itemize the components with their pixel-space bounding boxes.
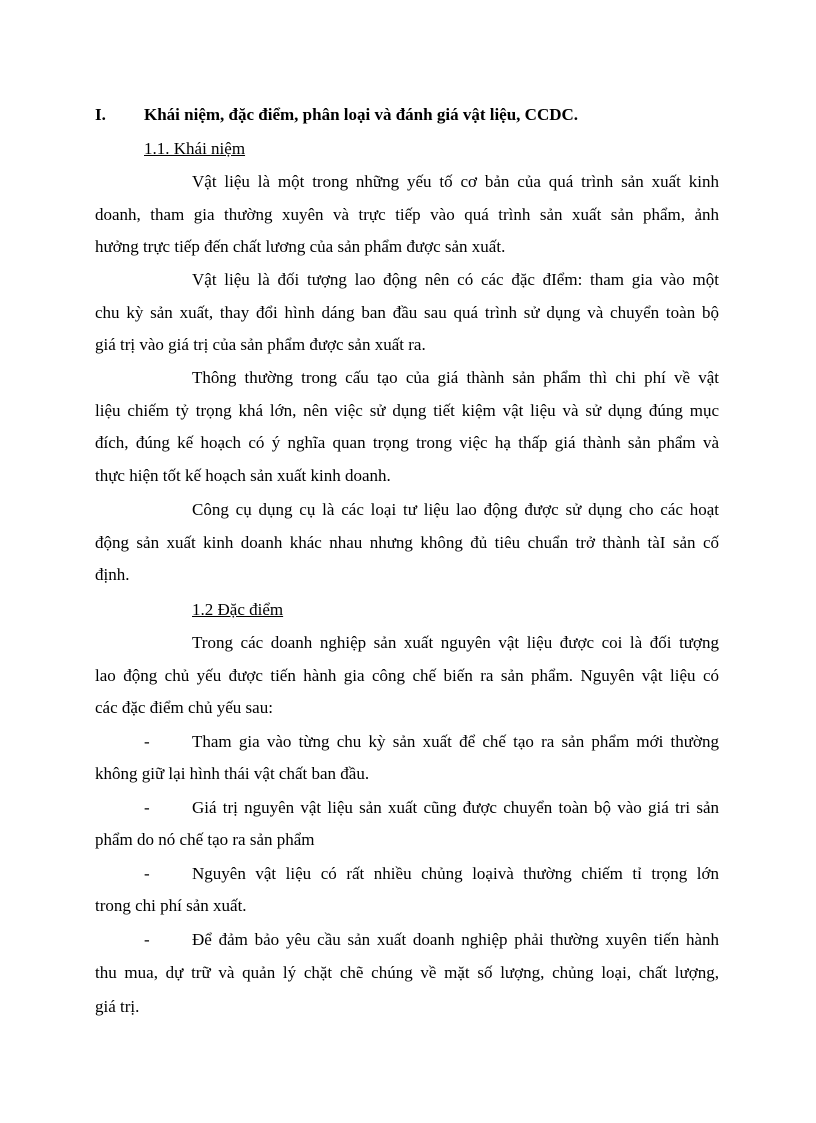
subsection-heading-1-1: 1.1. Khái niệm <box>144 139 246 158</box>
subsection-heading-1-2: 1.2 Đặc điểm <box>192 600 284 619</box>
paragraph-line: Công cụ dụng cụ là các loại tư liệu lao động được sử dụng cho các hoạt <box>192 500 719 519</box>
paragraph-line: Thông thường trong cấu tạo của giá thành sản phẩm thì chi phí về vật <box>192 368 719 387</box>
paragraph-line: chu kỳ sản xuất, thay đổi hình dáng ban đầu sau quá trình sử dụng và chuyển toàn bộ <box>95 303 719 322</box>
bullet-line: không giữ lại hình thái vật chất ban đầu. <box>95 764 370 783</box>
section-number: I. <box>95 105 106 124</box>
paragraph-line: lao động chủ yếu được tiến hành gia công chế biến ra sản phẩm. Nguyên vật liệu có <box>95 666 719 685</box>
bullet-line: Để đảm bảo yêu cầu sản xuất doanh nghiệp phải thường xuyên tiến hành <box>192 930 719 949</box>
paragraph-line: giá trị vào giá trị của sản phẩm được sản xuất ra. <box>95 335 426 354</box>
paragraph-line: các đặc điểm chủ yếu sau: <box>95 698 273 717</box>
bullet-line: Nguyên vật liệu có rất nhiều chủng loạivà thường chiếm tỉ trọng lớn <box>192 864 719 883</box>
paragraph-line: định. <box>95 565 130 584</box>
paragraph-line: thực hiện tốt kế hoạch sản xuất kinh doanh. <box>95 466 391 485</box>
bullet-line: giá trị. <box>95 997 140 1016</box>
bullet-line: thu mua, dự trữ và quản lý chặt chẽ chúng về mặt số lượng, chủng loại, chất lượng, <box>95 963 719 982</box>
paragraph-line: liệu chiếm tỷ trọng khá lớn, nên việc sử dụng tiết kiệm vật liệu và sử dụng đúng mục <box>95 401 719 420</box>
paragraph-line: Trong các doanh nghiệp sản xuất nguyên vật liệu được coi là đối tượng <box>192 633 719 652</box>
paragraph-line: hưởng trực tiếp đến chất lương của sản phẩm được sản xuất. <box>95 237 506 256</box>
paragraph-line: động sản xuất kinh doanh khác nhau nhưng không đủ tiêu chuẩn trở thành tàI sản cố <box>95 533 719 552</box>
bullet-marker: - <box>144 864 150 883</box>
paragraph-line: đích, đúng kế hoạch có ý nghĩa quan trọng trong việc hạ thấp giá thành sản phẩm và <box>95 433 719 452</box>
paragraph-line: Vật liệu là đối tượng lao động nên có các đặc đIểm: tham gia vào một <box>192 270 719 289</box>
bullet-marker: - <box>144 930 150 949</box>
section-title: Khái niệm, đặc điểm, phân loại và đánh giá vật liệu, CCDC. <box>144 105 579 124</box>
bullet-line: Tham gia vào từng chu kỳ sản xuất để chế tạo ra sản phẩm mới thường <box>192 732 719 751</box>
bullet-line: trong chi phí sản xuất. <box>95 896 247 915</box>
bullet-marker: - <box>144 732 150 751</box>
bullet-line: phẩm do nó chế tạo ra sản phẩm <box>95 830 315 849</box>
paragraph-line: Vật liệu là một trong những yếu tố cơ bản của quá trình sản xuất kinh <box>192 172 719 191</box>
paragraph-line: doanh, tham gia thường xuyên và trực tiếp vào quá trình sản xuất sản phẩm, ảnh <box>95 205 719 224</box>
bullet-marker: - <box>144 798 150 817</box>
bullet-line: Giá trị nguyên vật liệu sản xuất cũng được chuyển toàn bộ vào giá tri sản <box>192 798 719 817</box>
